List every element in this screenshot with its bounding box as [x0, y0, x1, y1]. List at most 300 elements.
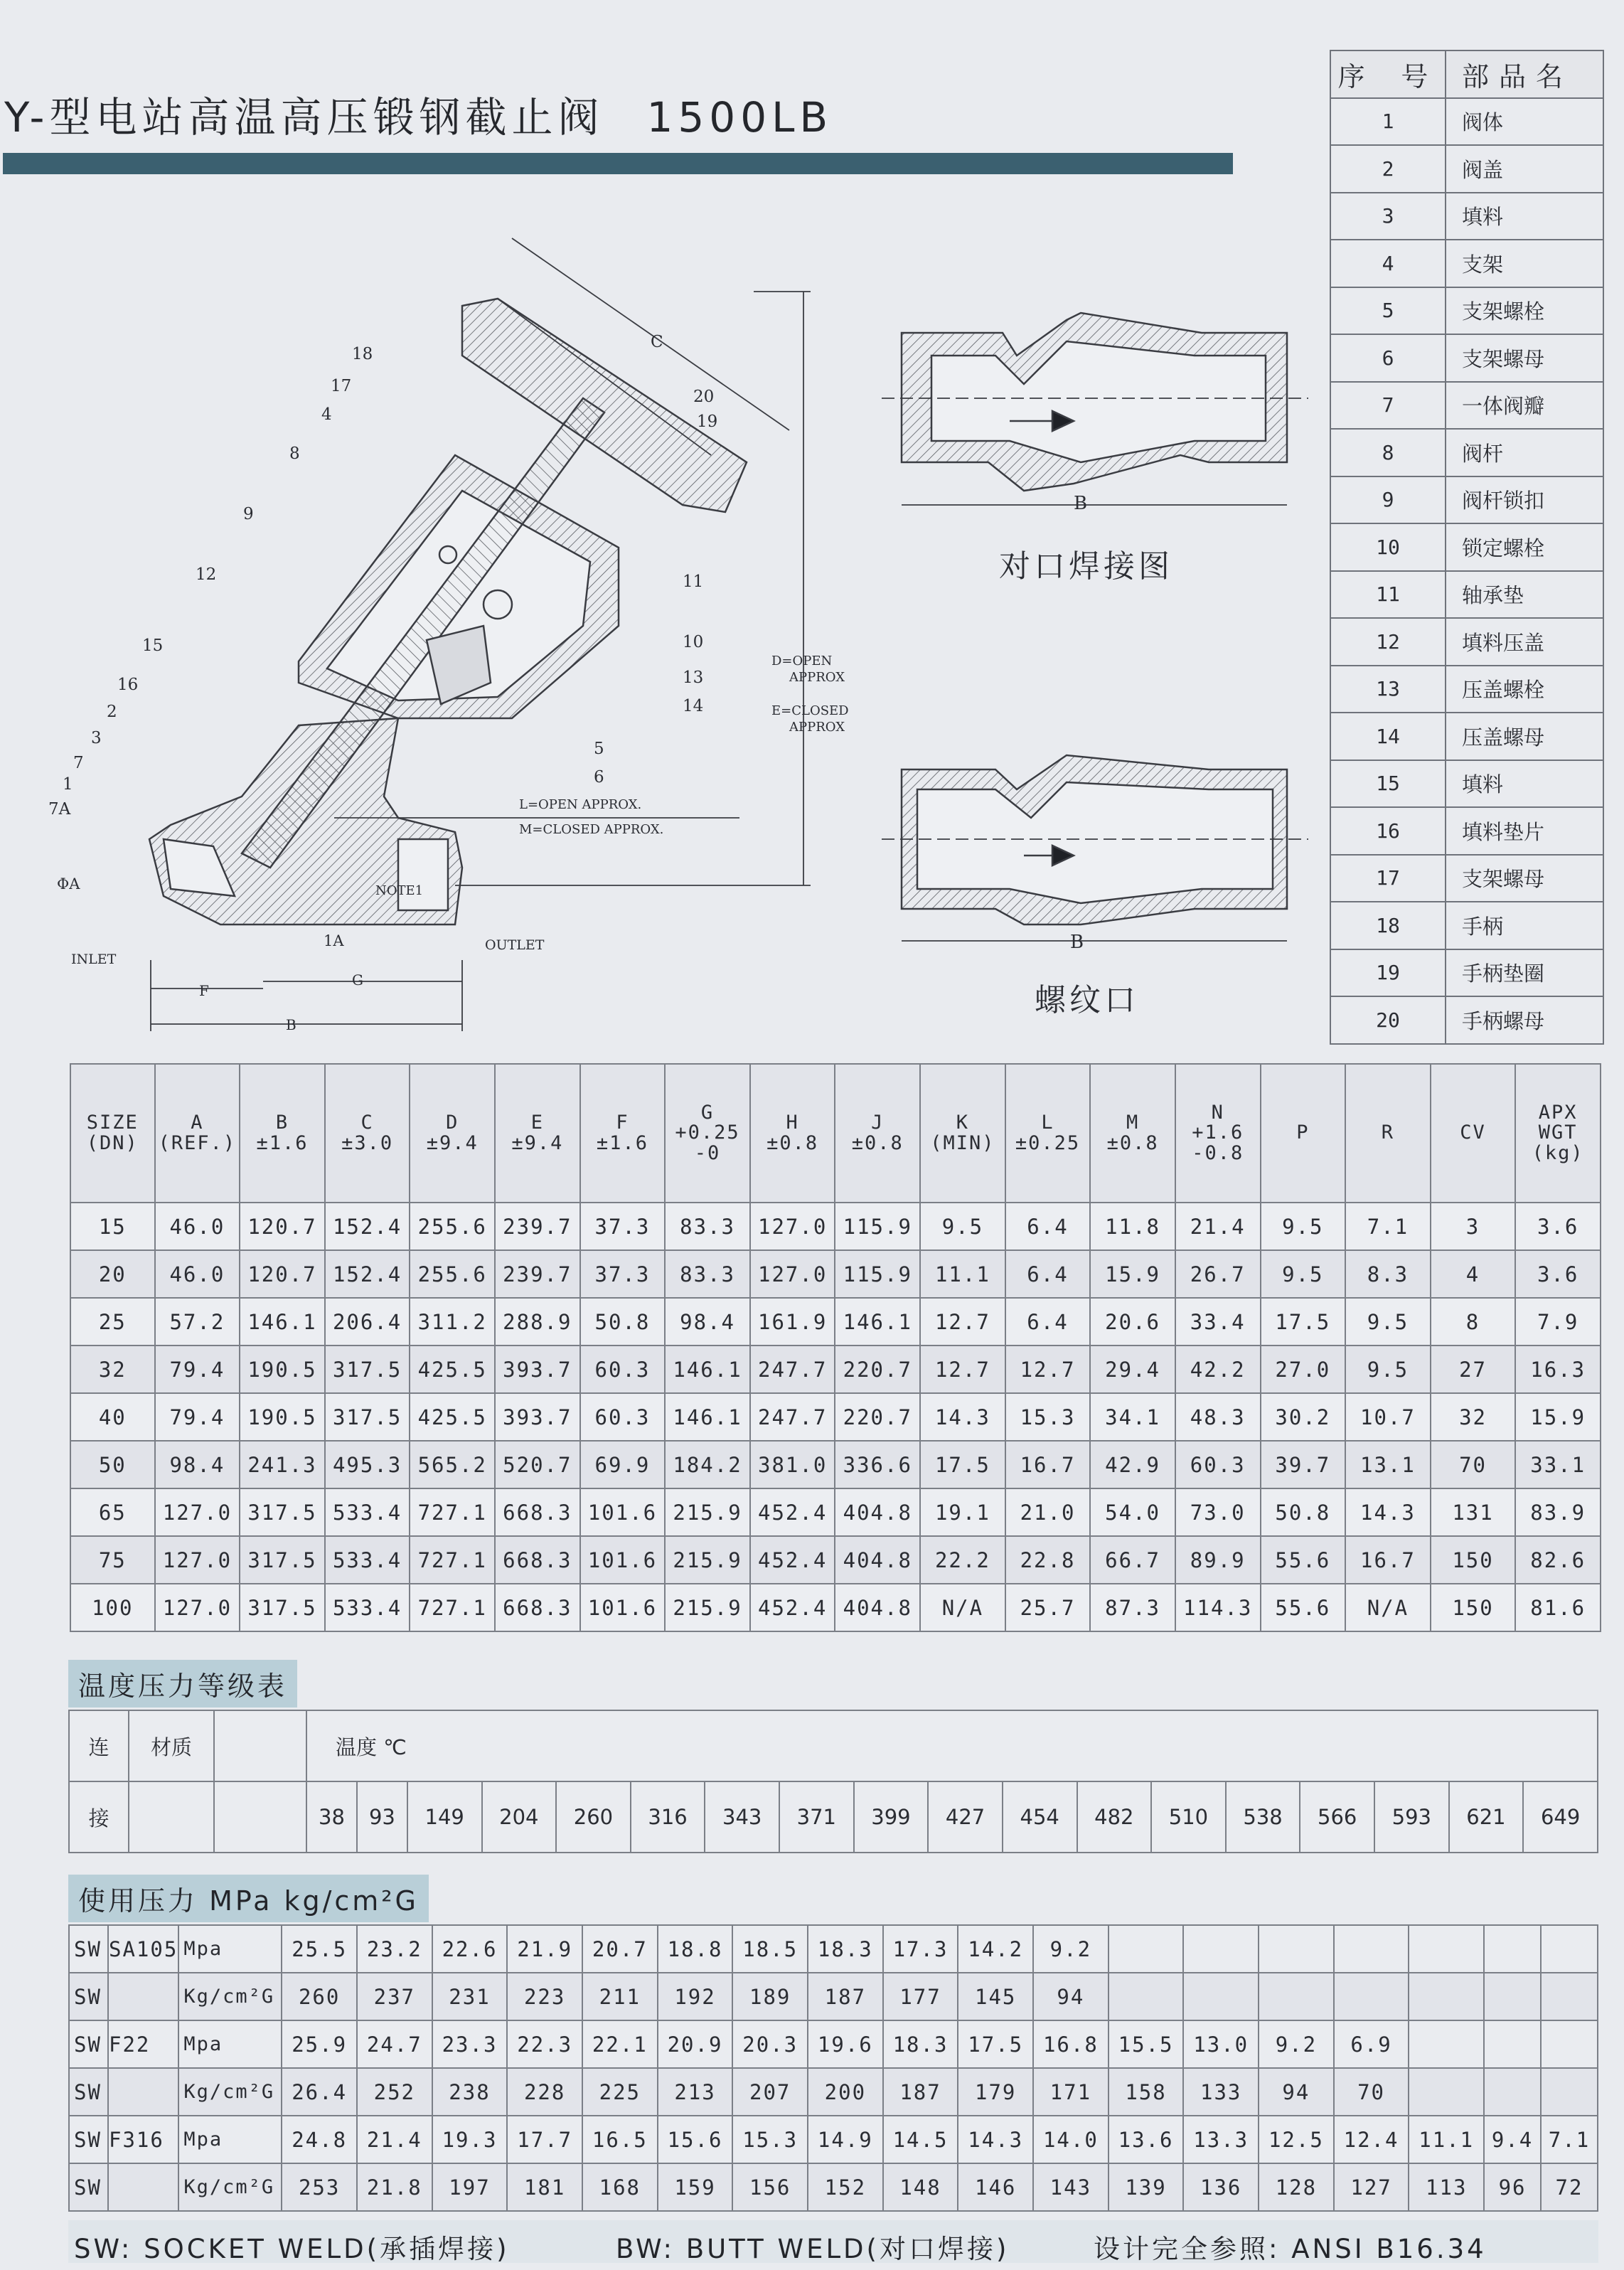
- parts-row: [1330, 98, 1603, 146]
- dim-cell: 40: [70, 1393, 155, 1441]
- label-b: B: [286, 1016, 297, 1033]
- pressure-cell: [1484, 2068, 1541, 2116]
- dim-cell: 6.4: [1005, 1298, 1091, 1346]
- dim-cell: 15.3: [1005, 1393, 1091, 1441]
- parts-header-row: [1330, 50, 1603, 98]
- pressure-unit: Kg/cm²G: [178, 2068, 282, 2116]
- dim-cell: 220.7: [835, 1346, 920, 1393]
- dim-cell: 152.4: [325, 1250, 410, 1298]
- label-g: G: [352, 971, 363, 989]
- dim-cell: 452.4: [750, 1488, 835, 1536]
- dim-header-cell: [1515, 1064, 1601, 1203]
- callout-4: 4: [321, 405, 332, 424]
- pressure-cell: 24.8: [282, 2116, 357, 2163]
- dim-header-line: ±9.4: [426, 1131, 479, 1154]
- callout-15: 15: [142, 636, 164, 655]
- part-name: 支架螺栓: [1446, 287, 1603, 335]
- temp-pressure-title: 温度压力等级表: [68, 1660, 297, 1707]
- dim-header-line: R: [1381, 1121, 1395, 1144]
- dim-cell: 220.7: [835, 1393, 920, 1441]
- callout-14: 14: [683, 697, 704, 715]
- dim-header-line: C: [360, 1112, 374, 1134]
- dim-cell: 255.6: [410, 1203, 495, 1250]
- part-name: 一体阀瓣: [1446, 382, 1603, 430]
- pressure-cell: 139: [1109, 2163, 1184, 2211]
- dim-cell: 6.4: [1005, 1203, 1091, 1250]
- pressure-unit: Mpa: [178, 2020, 282, 2068]
- pressure-sw: SW: [69, 2020, 108, 2068]
- pressure-mat: F22: [108, 2020, 178, 2068]
- dim-cell: 3.6: [1515, 1250, 1601, 1298]
- label-f: F: [199, 982, 209, 999]
- pressure-unit: Kg/cm²G: [178, 1973, 282, 2020]
- dim-header-line: CV: [1460, 1121, 1486, 1144]
- dim-header-line: D: [446, 1112, 459, 1134]
- dim-header-line: G: [700, 1101, 715, 1124]
- pressure-cell: 14.3: [958, 2116, 1033, 2163]
- dim-cell: 50.8: [1261, 1488, 1346, 1536]
- dim-header-line: APX: [1538, 1101, 1578, 1124]
- dim-header-cell: [1431, 1064, 1516, 1203]
- pressure-cell: 177: [883, 1973, 958, 2020]
- dim-cell: 317.5: [325, 1393, 410, 1441]
- material-label: 材质: [129, 1710, 214, 1781]
- pressure-cell: 94: [1033, 1973, 1109, 2020]
- pressure-title: 使用压力 MPa kg/cm²G: [68, 1875, 429, 1922]
- dim-cell: 727.1: [410, 1584, 495, 1631]
- label-inlet: INLET: [71, 952, 117, 967]
- dim-cell: 21.0: [1005, 1488, 1091, 1536]
- dim-cell: 27: [1431, 1346, 1516, 1393]
- temp-cell: 204: [482, 1781, 557, 1853]
- dim-header-line: K: [956, 1112, 970, 1134]
- dim-cell: 311.2: [410, 1298, 495, 1346]
- part-number: 8: [1330, 429, 1446, 476]
- part-number: 9: [1330, 476, 1446, 524]
- parts-row: [1330, 145, 1603, 193]
- part-number: 14: [1330, 713, 1446, 760]
- dim-header-line: ±0.8: [766, 1131, 819, 1154]
- pressure-cell: 9.4: [1484, 2116, 1541, 2163]
- label-m-closed: M=CLOSED APPROX.: [519, 822, 664, 837]
- callout-20: 20: [693, 388, 715, 406]
- dim-cell: 22.8: [1005, 1536, 1091, 1584]
- valve-drawing: [0, 185, 1323, 1053]
- dim-cell: 17.5: [1261, 1298, 1346, 1346]
- dim-cell: 60.3: [580, 1346, 666, 1393]
- pressure-cell: 9.2: [1033, 1925, 1109, 1973]
- pressure-cell: 14.5: [883, 2116, 958, 2163]
- dim-header-cell: [1261, 1064, 1346, 1203]
- dim-cell: 120.7: [240, 1250, 325, 1298]
- pressure-cell: [1484, 1925, 1541, 1973]
- dim-header-cell: [665, 1064, 750, 1203]
- temp-cell: 343: [705, 1781, 779, 1853]
- part-name: 手柄螺母: [1446, 996, 1603, 1044]
- part-number: 7: [1330, 382, 1446, 430]
- pressure-cell: 133: [1183, 2068, 1259, 2116]
- part-number: 2: [1330, 145, 1446, 193]
- pressure-cell: 20.7: [582, 1925, 658, 1973]
- part-number: 1: [1330, 98, 1446, 146]
- dim-header-line: +1.6: [1192, 1121, 1244, 1144]
- dim-cell: 55.6: [1261, 1584, 1346, 1631]
- pressure-cell: 12.5: [1259, 2116, 1334, 2163]
- pressure-cell: 187: [883, 2068, 958, 2116]
- dim-header-cell: [410, 1064, 495, 1203]
- dim-cell: 668.3: [495, 1584, 580, 1631]
- parts-row: [1330, 523, 1603, 571]
- callout-8: 8: [289, 444, 300, 463]
- dim-header-cell: [920, 1064, 1005, 1203]
- dim-cell: 70: [1431, 1441, 1516, 1488]
- pressure-cell: 253: [282, 2163, 357, 2211]
- pressure-unit: Kg/cm²G: [178, 2163, 282, 2211]
- pressure-cell: [1183, 1925, 1259, 1973]
- dim-cell: 9.5: [1345, 1298, 1431, 1346]
- dim-cell: 317.5: [240, 1584, 325, 1631]
- parts-row: [1330, 429, 1603, 476]
- dim-cell: N/A: [1345, 1584, 1431, 1631]
- footer-bw: BW: BUTT WELD(对口焊接): [616, 2234, 1010, 2264]
- pressure-mat: F316: [108, 2116, 178, 2163]
- pressure-cell: 181: [507, 2163, 582, 2211]
- dim-cell: 7.9: [1515, 1298, 1601, 1346]
- pressure-cell: [1109, 1973, 1184, 2020]
- dim-cell: 8.3: [1345, 1250, 1431, 1298]
- pressure-cell: [1541, 1925, 1598, 1973]
- dim-cell: 26.7: [1175, 1250, 1261, 1298]
- dim-header-cell: [1090, 1064, 1175, 1203]
- dim-cell: 9.5: [1261, 1203, 1346, 1250]
- dim-cell: 100: [70, 1584, 155, 1631]
- label-note: NOTE1: [375, 883, 424, 898]
- pressure-cell: [1334, 1925, 1409, 1973]
- pressure-cell: 211: [582, 1973, 658, 2020]
- temp-cell: 538: [1226, 1781, 1300, 1853]
- dim-cell: 146.1: [835, 1298, 920, 1346]
- pressure-cell: [1484, 1973, 1541, 2020]
- dim-cell: 239.7: [495, 1250, 580, 1298]
- part-name: 手柄: [1446, 902, 1603, 949]
- dim-row: [70, 1584, 1601, 1631]
- dim-cell: 32: [70, 1346, 155, 1393]
- dim-cell: 565.2: [410, 1441, 495, 1488]
- label-phi-a: ΦA: [57, 875, 80, 892]
- pressure-cell: 136: [1183, 2163, 1259, 2211]
- pressure-cell: [1541, 2068, 1598, 2116]
- dim-cell: 65: [70, 1488, 155, 1536]
- callout-5: 5: [594, 740, 604, 758]
- pressure-mat: [108, 1973, 178, 2020]
- callout-18: 18: [352, 345, 373, 363]
- parts-row: [1330, 193, 1603, 240]
- temp-cell: 454: [1003, 1781, 1077, 1853]
- dim-cell: 21.4: [1175, 1203, 1261, 1250]
- pressure-cell: 231: [432, 1973, 508, 2020]
- pressure-cell: 17.3: [883, 1925, 958, 1973]
- temp-cell: 316: [631, 1781, 705, 1853]
- pressure-cell: 189: [732, 1973, 808, 2020]
- threaded-caption: 螺纹口: [1035, 982, 1139, 1018]
- dim-cell: 127.0: [155, 1584, 240, 1631]
- temp-cell: 593: [1374, 1781, 1449, 1853]
- dim-cell: 19.1: [920, 1488, 1005, 1536]
- temp-cell: 38: [306, 1781, 357, 1853]
- dim-row: [70, 1488, 1601, 1536]
- callout-6: 6: [594, 768, 604, 787]
- dim-cell: 190.5: [240, 1393, 325, 1441]
- dim-cell: 14.3: [1345, 1488, 1431, 1536]
- pressure-cell: 19.3: [432, 2116, 508, 2163]
- part-number: 17: [1330, 855, 1446, 902]
- pressure-cell: 18.5: [732, 1925, 808, 1973]
- dim-header-line: F: [616, 1112, 629, 1134]
- dim-cell: 13.1: [1345, 1441, 1431, 1488]
- callout-3: 3: [91, 729, 102, 747]
- pressure-cell: [1541, 1973, 1598, 2020]
- dim-cell: 50: [70, 1441, 155, 1488]
- dim-cell: 22.2: [920, 1536, 1005, 1584]
- parts-row: [1330, 666, 1603, 713]
- part-number: 12: [1330, 618, 1446, 666]
- pressure-cell: [1541, 2020, 1598, 2068]
- temp-cell: 510: [1151, 1781, 1226, 1853]
- pressure-cell: 22.6: [432, 1925, 508, 1973]
- part-name: 阀杆: [1446, 429, 1603, 476]
- dim-cell: 115.9: [835, 1203, 920, 1250]
- dim-header-cell: [155, 1064, 240, 1203]
- part-name: 轴承垫: [1446, 571, 1603, 619]
- label-1a: 1A: [324, 932, 344, 949]
- dim-cell: 29.4: [1090, 1346, 1175, 1393]
- dim-cell: 15: [70, 1203, 155, 1250]
- title-underline-bar: [3, 153, 1233, 174]
- pressure-sw: SW: [69, 2068, 108, 2116]
- temp-cell: 649: [1523, 1781, 1598, 1853]
- temp-unit-label: 温度 ℃: [306, 1710, 1598, 1781]
- dim-header-line: (MIN): [930, 1131, 995, 1154]
- dim-cell: 190.5: [240, 1346, 325, 1393]
- dim-cell: 10.7: [1345, 1393, 1431, 1441]
- parts-row: [1330, 571, 1603, 619]
- temp-cell: 621: [1449, 1781, 1524, 1853]
- dim-cell: 131: [1431, 1488, 1516, 1536]
- threaded-detail: [882, 755, 1308, 941]
- conn-label-bottom: 接: [69, 1781, 129, 1853]
- pressure-cell: 14.0: [1033, 2116, 1109, 2163]
- dim-cell: 27.0: [1261, 1346, 1346, 1393]
- parts-row: [1330, 382, 1603, 430]
- part-number: 19: [1330, 949, 1446, 997]
- callout-12: 12: [196, 565, 217, 584]
- dim-header-line: B: [275, 1112, 289, 1134]
- part-name: 锁定螺栓: [1446, 523, 1603, 571]
- dim-row: [70, 1536, 1601, 1584]
- pressure-cell: [1409, 1973, 1484, 2020]
- part-name: 支架: [1446, 240, 1603, 287]
- part-name: 支架螺母: [1446, 334, 1603, 382]
- dim-cell: 83.3: [665, 1250, 750, 1298]
- dim-cell: 215.9: [665, 1488, 750, 1536]
- dim-cell: 150: [1431, 1536, 1516, 1584]
- dim-cell: 317.5: [325, 1346, 410, 1393]
- dim-cell: 37.3: [580, 1250, 666, 1298]
- pressure-mat: SA105: [108, 1925, 178, 1973]
- dim-cell: 30.2: [1261, 1393, 1346, 1441]
- dim-header-line: -0: [694, 1141, 721, 1164]
- callout-13: 13: [683, 668, 704, 687]
- pressure-cell: [1334, 1973, 1409, 2020]
- part-number: 4: [1330, 240, 1446, 287]
- dim-cell: 520.7: [495, 1441, 580, 1488]
- dim-cell: 37.3: [580, 1203, 666, 1250]
- label-c: C: [651, 333, 663, 351]
- dim-header-line: ±0.25: [1015, 1131, 1081, 1154]
- pressure-cell: 23.3: [432, 2020, 508, 2068]
- pressure-row: [69, 2020, 1598, 2068]
- dim-cell: 727.1: [410, 1536, 495, 1584]
- dim-cell: 255.6: [410, 1250, 495, 1298]
- dim-header-line: ±1.6: [596, 1131, 648, 1154]
- part-name: 压盖螺栓: [1446, 666, 1603, 713]
- callout-16: 16: [117, 676, 139, 694]
- pressure-mat: [108, 2068, 178, 2116]
- pressure-cell: 25.5: [282, 1925, 357, 1973]
- dim-header-cell: [580, 1064, 666, 1203]
- pressure-cell: 168: [582, 2163, 658, 2211]
- dim-cell: 404.8: [835, 1584, 920, 1631]
- pressure-row: [69, 1925, 1598, 1973]
- parts-row: [1330, 618, 1603, 666]
- part-name: 填料: [1446, 760, 1603, 808]
- dim-cell: 9.5: [1261, 1250, 1346, 1298]
- pressure-cell: 228: [507, 2068, 582, 2116]
- dim-cell: 247.7: [750, 1393, 835, 1441]
- temp-cell: 371: [779, 1781, 854, 1853]
- part-name: 填料垫片: [1446, 807, 1603, 855]
- parts-row: [1330, 240, 1603, 287]
- dim-cell: 12.7: [920, 1346, 1005, 1393]
- pressure-cell: 94: [1259, 2068, 1334, 2116]
- dim-cell: 46.0: [155, 1203, 240, 1250]
- dim-cell: 150: [1431, 1584, 1516, 1631]
- pressure-cell: 143: [1033, 2163, 1109, 2211]
- dim-cell: 75: [70, 1536, 155, 1584]
- pressure-cell: 17.7: [507, 2116, 582, 2163]
- dim-cell: 6.4: [1005, 1250, 1091, 1298]
- dim-cell: 16.7: [1345, 1536, 1431, 1584]
- dim-header-line: WGT: [1538, 1121, 1578, 1144]
- dim-header-line: (kg): [1532, 1141, 1584, 1164]
- dim-cell: 39.7: [1261, 1441, 1346, 1488]
- temp-cell: 482: [1077, 1781, 1152, 1853]
- dim-cell: 161.9: [750, 1298, 835, 1346]
- dim-cell: 83.9: [1515, 1488, 1601, 1536]
- dim-cell: 317.5: [240, 1536, 325, 1584]
- dim-row: [70, 1441, 1601, 1488]
- pressure-cell: 20.3: [732, 2020, 808, 2068]
- dim-header-line: +0.25: [675, 1121, 740, 1144]
- pressure-cell: 200: [808, 2068, 883, 2116]
- dim-cell: 50.8: [580, 1298, 666, 1346]
- part-number: 13: [1330, 666, 1446, 713]
- dim-header-line: J: [871, 1112, 885, 1134]
- dim-row: [70, 1298, 1601, 1346]
- dim-cell: 127.0: [750, 1203, 835, 1250]
- pressure-cell: 6.9: [1334, 2020, 1409, 2068]
- dim-cell: 425.5: [410, 1346, 495, 1393]
- parts-row: [1330, 902, 1603, 949]
- part-number: 5: [1330, 287, 1446, 335]
- pressure-cell: 128: [1259, 2163, 1334, 2211]
- parts-list-table: [1330, 50, 1604, 1045]
- butt-b-label: B: [1074, 493, 1088, 514]
- pressure-unit: Mpa: [178, 2116, 282, 2163]
- pressure-cell: 171: [1033, 2068, 1109, 2116]
- pressure-cell: 12.4: [1334, 2116, 1409, 2163]
- pressure-cell: 15.5: [1109, 2020, 1184, 2068]
- footer-ref: 设计完全参照: ANSI B16.34: [1094, 2234, 1487, 2264]
- pressure-cell: 252: [357, 2068, 432, 2116]
- temp-cell: 149: [407, 1781, 482, 1853]
- dim-cell: 114.3: [1175, 1584, 1261, 1631]
- dim-header-line: ±1.6: [256, 1131, 309, 1154]
- pressure-cell: 22.3: [507, 2020, 582, 2068]
- dim-cell: 42.9: [1090, 1441, 1175, 1488]
- pressure-sw: SW: [69, 1973, 108, 2020]
- dim-header-line: ±9.4: [511, 1131, 564, 1154]
- dim-cell: 381.0: [750, 1441, 835, 1488]
- pressure-sw: SW: [69, 1925, 108, 1973]
- dim-header-cell: [325, 1064, 410, 1203]
- parts-row: [1330, 855, 1603, 902]
- pressure-cell: 146: [958, 2163, 1033, 2211]
- callout-1: 1: [63, 775, 73, 794]
- dim-cell: 20: [70, 1250, 155, 1298]
- callout-17: 17: [331, 377, 352, 395]
- dim-cell: 11.1: [920, 1250, 1005, 1298]
- temp-cell: 399: [854, 1781, 929, 1853]
- temp-cell: 427: [928, 1781, 1003, 1853]
- pressure-row: [69, 2116, 1598, 2163]
- label-e-closed: E=CLOSED: [771, 703, 849, 718]
- dim-cell: 32: [1431, 1393, 1516, 1441]
- dim-header-line: ±0.8: [1106, 1131, 1159, 1154]
- dim-cell: 336.6: [835, 1441, 920, 1488]
- parts-row: [1330, 807, 1603, 855]
- dim-cell: 4: [1431, 1250, 1516, 1298]
- callout-19: 19: [697, 412, 718, 431]
- dim-cell: 34.1: [1090, 1393, 1175, 1441]
- dim-row: [70, 1250, 1601, 1298]
- pressure-cell: 13.3: [1183, 2116, 1259, 2163]
- dim-cell: 60.3: [1175, 1441, 1261, 1488]
- pressure-cell: 225: [582, 2068, 658, 2116]
- svg-text:APPROX: APPROX: [789, 670, 845, 685]
- dim-cell: 11.8: [1090, 1203, 1175, 1250]
- page-title: Y-型电站高温高压锻钢截止阀 1500LB: [4, 93, 833, 142]
- butt-weld-detail: [882, 313, 1308, 505]
- part-number: 3: [1330, 193, 1446, 240]
- dim-cell: 727.1: [410, 1488, 495, 1536]
- part-number: 15: [1330, 760, 1446, 808]
- pressure-cell: [1409, 2068, 1484, 2116]
- dim-cell: 57.2: [155, 1298, 240, 1346]
- dim-cell: 495.3: [325, 1441, 410, 1488]
- parts-row: [1330, 996, 1603, 1044]
- dim-cell: 288.9: [495, 1298, 580, 1346]
